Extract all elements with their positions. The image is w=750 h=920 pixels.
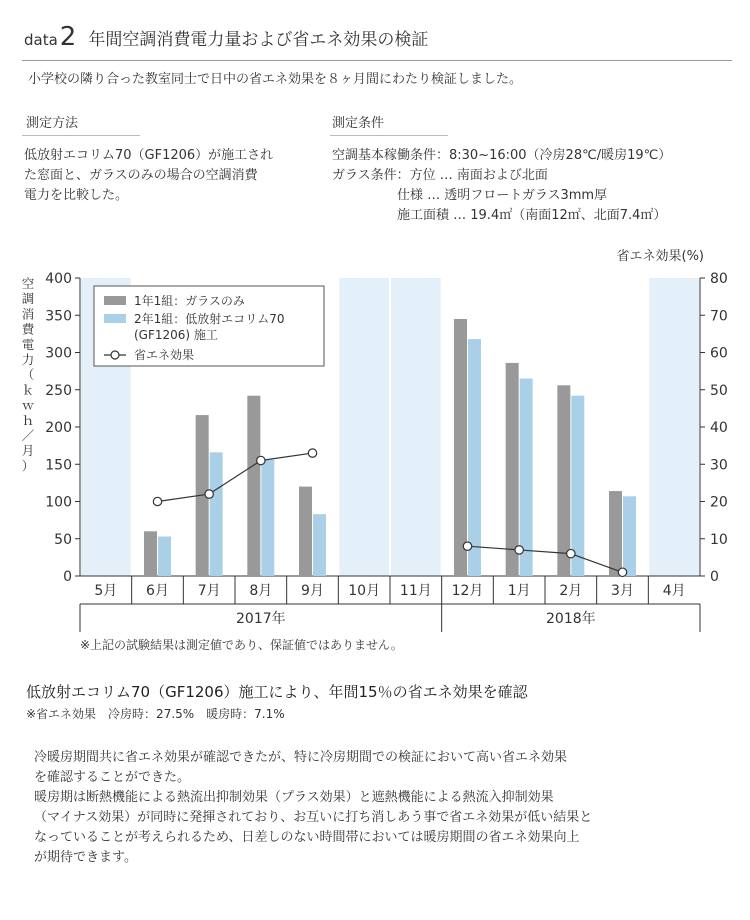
page-header (24, 22, 428, 52)
y2-tick-label: 20 (710, 494, 728, 511)
x-tick-label: 7月 (197, 583, 221, 599)
y-tick-label: 100 (45, 494, 72, 511)
effect-point (618, 568, 626, 576)
bar-film (210, 452, 223, 576)
y-axis-label-char: ／ (21, 428, 35, 443)
shade-band (391, 278, 441, 576)
bar-film (158, 537, 171, 576)
effect-point (308, 449, 316, 457)
legend-swatch-glass (104, 296, 126, 305)
x-tick-label: 8月 (249, 583, 273, 599)
method-line: 低放射エコリム70（GF1206）が施工され (24, 148, 274, 163)
bar-film (468, 339, 481, 576)
shade-band (339, 278, 389, 576)
y-tick-label: 200 (45, 420, 72, 436)
intro-text: 小学校の隣り合った教室同士で日中の省エネ効果を８ヶ月間にわたり検証しました。 (28, 72, 523, 87)
legend-label-film-line2: (GF1206) 施工 (134, 328, 218, 342)
header-divider (22, 60, 732, 61)
legend-swatch-film (104, 314, 126, 323)
method-underline (22, 135, 140, 136)
x-tick-label: 2月 (559, 583, 583, 599)
y2-tick-label: 30 (710, 457, 728, 474)
bar-glass (506, 363, 519, 576)
bar-film (571, 396, 584, 576)
y-axis-label-char: ｋ (21, 382, 35, 398)
legend-label-effect: 省エネ効果 (134, 348, 195, 362)
legend-label-glass: 1年1組：ガラスのみ (134, 294, 245, 308)
x-tick-label: 3月 (611, 583, 634, 599)
y-axis-label-char: ） (21, 458, 35, 474)
condition-line: 施工面積 … 19.4㎡（南面12㎡、北面7.4㎡） (332, 208, 667, 223)
x-tick-label: 4月 (662, 583, 686, 599)
effect-point (205, 490, 213, 498)
body-line: 冷暖房期間共に省エネ効果が確認できたが、特に冷房期間での検証において高い省エネ効果 (34, 750, 568, 765)
y2-tick-label: 40 (710, 420, 728, 436)
bar-film (313, 514, 326, 576)
conditions-text (332, 146, 671, 226)
body-line: 暖房期は断熱機能による熱流出抑制効果（プラス効果）と遮熱機能による熱流入抑制効果 (34, 790, 554, 805)
effect-point (153, 497, 161, 505)
body-line: が期待できます。 (34, 850, 137, 865)
y2-axis-label: 省エネ効果(%) (616, 249, 704, 264)
category-layer (80, 576, 700, 632)
bar-film (261, 460, 274, 576)
condition-line: ガラス条件：方位 … 南面および北面 (332, 168, 548, 183)
body-line: なっていることが考えられるため、日差しのない時間帯においては暖房期間の省エネ効果向上 (34, 830, 580, 845)
method-heading: 測定方法 (26, 116, 79, 131)
y2-tick-label: 10 (710, 531, 728, 548)
y-tick-label: 150 (45, 457, 72, 474)
y-axis-label-char: 費 (21, 321, 35, 337)
y-axis-label-char: ｗ (21, 397, 35, 413)
x-tick-label: 10月 (348, 583, 381, 599)
year-label: 2017年 (236, 611, 286, 627)
result-detail: ※省エネ効果 冷房時：27.5% 暖房時：7.1% (26, 707, 285, 721)
legend-label-film: 2年1組：低放射エコリム70 (134, 312, 285, 326)
body-line: （マイナス効果）が同時に発揮されており、お互いに打ち消しあう事で省エネ効果が低い結果と (34, 810, 593, 825)
method-line: た窓面と、ガラスのみの場合の空調消費 (24, 168, 258, 183)
y2-tick-label: 70 (710, 308, 728, 325)
data-number: 2 (59, 22, 77, 52)
y2-tick-label: 80 (710, 271, 728, 287)
y-tick-label: 0 (63, 569, 72, 585)
bar-glass (144, 531, 157, 576)
y-tick-label: 350 (45, 308, 72, 325)
method-line: 電力を比較した。 (24, 188, 129, 203)
y-axis-label-char: （ (21, 367, 35, 383)
x-tick-label: 9月 (301, 583, 324, 599)
y-axis-label-char: 力 (21, 352, 35, 367)
y-axis-label-char: 月 (21, 443, 35, 459)
y-axis-label-char: 電 (21, 336, 35, 352)
x-tick-label: 6月 (146, 583, 169, 599)
x-tick-label: 12月 (451, 583, 484, 599)
page-title: 年間空調消費電力量および省エネ効果の検証 (88, 30, 429, 50)
bar-glass (609, 491, 622, 576)
year-label: 2018年 (546, 611, 596, 627)
legend-line-marker (111, 351, 119, 359)
method-text (24, 146, 273, 206)
body-text (34, 748, 592, 868)
x-tick-label: 11月 (399, 583, 432, 599)
y-tick-label: 300 (45, 345, 72, 362)
shade-band (649, 278, 699, 576)
effect-point (567, 549, 575, 557)
y-tick-label: 250 (45, 382, 72, 399)
effect-point (463, 542, 471, 550)
y-axis-label-char: 消 (21, 306, 35, 322)
chart-note: ※上記の試験結果は測定値であり、保証値ではありません。 (80, 638, 403, 652)
result-headline: 低放射エコリム70（GF1206）施工により、年間15％の省エネ効果を確認 (26, 683, 528, 701)
y-axis-label-char: ｈ (21, 412, 35, 428)
bar-glass (299, 487, 312, 576)
y-axis-label-char: 空 (21, 276, 35, 291)
y2-tick-label: 50 (710, 382, 728, 399)
legend (94, 286, 324, 366)
line-layer (153, 449, 626, 577)
bar-glass (247, 396, 260, 576)
power-consumption-chart (0, 240, 750, 660)
y-tick-label: 50 (54, 531, 72, 548)
x-tick-label: 1月 (507, 583, 531, 599)
x-tick-label: 5月 (94, 583, 118, 599)
y2-tick-label: 60 (710, 345, 728, 362)
conditions-underline (330, 135, 448, 136)
condition-line: 空調基本稼働条件：8:30~16:00（冷房28℃/暖房19℃） (332, 148, 672, 163)
condition-line: 仕様 … 透明フロートガラス3mm厚 (332, 188, 608, 203)
effect-line-segment (261, 453, 313, 460)
conditions-heading: 測定条件 (332, 116, 385, 131)
effect-point (515, 546, 523, 554)
y-tick-label: 400 (45, 271, 72, 287)
y-axis-label (22, 276, 35, 473)
data-label: data (24, 31, 58, 49)
effect-point (257, 456, 265, 464)
body-line: を確認することができた。 (34, 770, 191, 785)
bar-glass (557, 385, 570, 576)
bar-film (623, 496, 636, 576)
bar-glass (454, 319, 467, 576)
y-axis-label-char: 調 (21, 291, 35, 307)
y2-tick-label: 0 (710, 569, 719, 585)
